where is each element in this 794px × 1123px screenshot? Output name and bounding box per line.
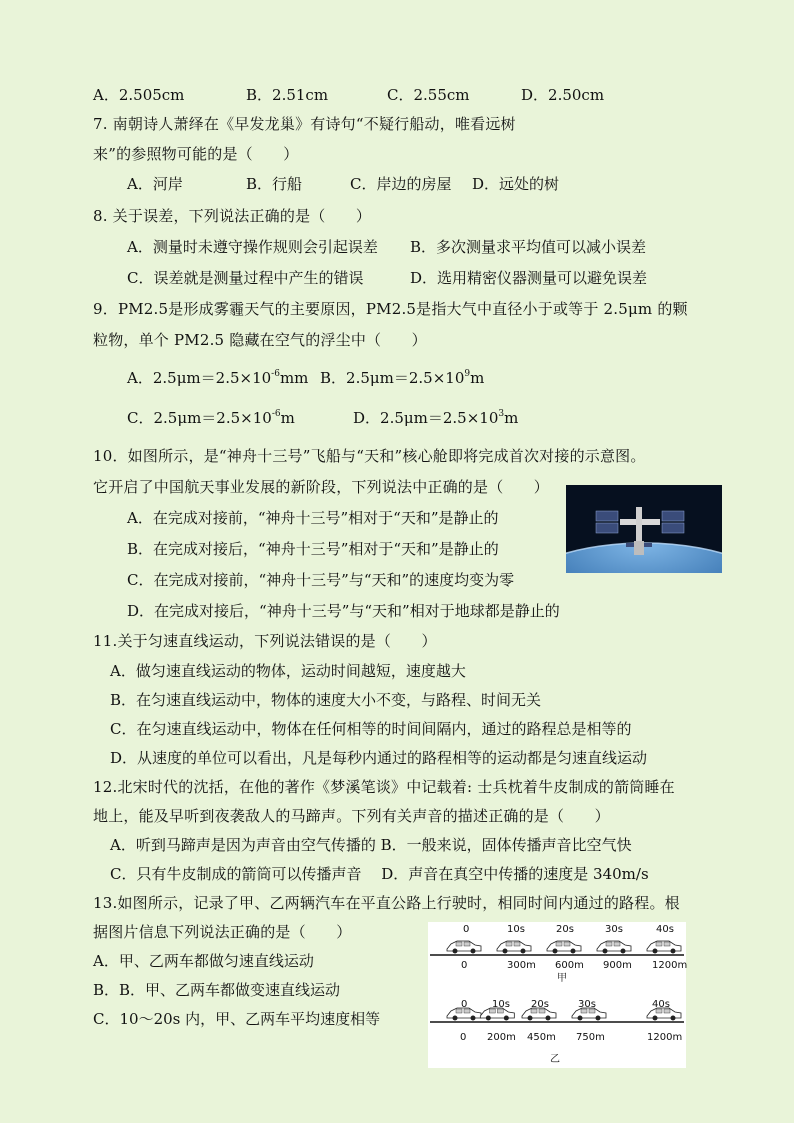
q10-option-a: A．在完成对接前，“神舟十三号”相对于“天和”是静止的 bbox=[127, 509, 499, 527]
q8-option-d: D．选用精密仪器测量可以避免误差 bbox=[410, 269, 648, 287]
jia-car-0 bbox=[447, 941, 481, 954]
q8-stem: 8. 关于误差，下列说法正确的是（ ） bbox=[93, 207, 372, 225]
jia-car-2 bbox=[547, 941, 581, 954]
jia-car-3 bbox=[597, 941, 631, 954]
q7-stem-line2: 来”的参照物可能的是（ ） bbox=[93, 145, 299, 163]
q6-option-c: C．2.55cm bbox=[387, 86, 470, 104]
q7-option-d: D．远处的树 bbox=[472, 175, 560, 193]
q10-stem-line1: 10．如图所示，是“神舟十三号”飞船与“天和”核心舱即将完成首次对接的示意图。 bbox=[93, 447, 646, 465]
q13-option-c: C．10～20s 内，甲、乙两车平均速度相等 bbox=[93, 1010, 381, 1028]
q11-option-d: D．从速度的单位可以看出，凡是每秒内通过的路程相等的运动都是匀速直线运动 bbox=[110, 749, 648, 767]
q13-stem-line1: 13.如图所示，记录了甲、乙两辆汽车在平直公路上行驶时，相同时间内通过的路程。根 bbox=[93, 894, 680, 912]
q9-option-c: C．$2.5\mu m=2.5\times 10^{-6}m$ bbox=[127, 409, 295, 427]
q8-option-b: B．多次测量求平均值可以减小误差 bbox=[410, 238, 647, 256]
jia-label: 甲 bbox=[557, 973, 567, 984]
yi-dist-1200m: 1200m bbox=[647, 1032, 683, 1043]
q10-option-d: D．在完成对接后，“神舟十三号”与“天和”相对于地球都是静止的 bbox=[127, 602, 560, 620]
space-station-image bbox=[566, 485, 722, 573]
car-motion-svg bbox=[428, 922, 686, 1068]
q9-option-d: D．$2.5\mu m=2.5\times 10^3m$ bbox=[353, 409, 519, 427]
q7-stem-line1: 7. 南朝诗人萧绎在《早发龙巢》有诗句“不疑行船动，唯看远树 bbox=[93, 115, 516, 133]
q13-stem-line2: 据图片信息下列说法正确的是（ ） bbox=[93, 923, 352, 941]
q12-stem-line2: 地上，能及早听到夜袭敌人的马蹄声。下列有关声音的描述正确的是（ ） bbox=[93, 807, 610, 825]
q7-option-a: A．河岸 bbox=[127, 175, 183, 193]
yi-dist-450m: 450m bbox=[527, 1032, 556, 1043]
yi-dist-750m: 750m bbox=[576, 1032, 605, 1043]
q12-options-ab: A．听到马蹄声是因为声音由空气传播的 B．一般来说，固体传播声音比空气快 bbox=[110, 836, 632, 854]
jia-dist-600m: 600m bbox=[555, 960, 584, 971]
yi-label: 乙 bbox=[550, 1054, 560, 1065]
yi-dist-200m: 200m bbox=[487, 1032, 516, 1043]
q11-option-a: A．做匀速直线运动的物体，运动时间越短，速度越大 bbox=[110, 662, 466, 680]
q8-option-a: A．测量时未遵守操作规则会引起误差 bbox=[127, 238, 378, 256]
jia-dist-0: 0 bbox=[461, 960, 468, 971]
q6-option-a: A．2.505cm bbox=[93, 86, 185, 104]
q13-option-a: A．甲、乙两车都做匀速直线运动 bbox=[93, 952, 314, 970]
q6-option-b: B．2.51cm bbox=[246, 86, 329, 104]
yi-time-20s: 20s bbox=[531, 999, 549, 1010]
q13-option-b: B．B．甲、乙两车都做变速直线运动 bbox=[93, 981, 341, 999]
q10-option-c: C．在完成对接前，“神舟十三号”与“天和”的速度均变为零 bbox=[127, 571, 515, 589]
q7-option-b: B．行船 bbox=[246, 175, 303, 193]
yi-time-30s: 30s bbox=[578, 999, 596, 1010]
q7-option-c: C．岸边的房屋 bbox=[350, 175, 452, 193]
q11-option-b: B．在匀速直线运动中，物体的速度大小不变，与路程、时间无关 bbox=[110, 691, 542, 709]
jia-time-10s: 10s bbox=[507, 924, 525, 935]
car-motion-figure bbox=[428, 922, 686, 1068]
yi-time-40s: 40s bbox=[652, 999, 670, 1010]
q11-option-c: C．在匀速直线运动中，物体在任何相等的时间间隔内，通过的路程总是相等的 bbox=[110, 720, 632, 738]
q9-option-b: B．$2.5\mu m=2.5\times 10^9m$ bbox=[320, 369, 485, 387]
yi-time-10s: 10s bbox=[492, 999, 510, 1010]
q10-stem-line2: 它开启了中国航天事业发展的新阶段，下列说法中正确的是（ ） bbox=[93, 478, 550, 496]
jia-dist-1200m: 1200m bbox=[652, 960, 688, 971]
q9-stem-line2: 粒物，单个 PM2.5 隐藏在空气的浮尘中（ ） bbox=[93, 331, 427, 349]
q9-stem-line1: 9．PM2.5是形成雾霾天气的主要原因，PM2.5是指大气中直径小于或等于 2.5μm 的颗 bbox=[93, 300, 688, 318]
q11-stem: 11.关于匀速直线运动，下列说法错误的是（ ） bbox=[93, 632, 437, 650]
q12-options-cd: C．只有牛皮制成的箭筒可以传播声音 D．声音在真空中传播的速度是 340m/s bbox=[110, 865, 649, 883]
yi-dist-0: 0 bbox=[460, 1032, 467, 1043]
q6-option-d: D．2.50cm bbox=[521, 86, 605, 104]
jia-car-1 bbox=[497, 941, 531, 954]
jia-time-0: 0 bbox=[463, 924, 470, 935]
jia-time-40s: 40s bbox=[656, 924, 674, 935]
jia-dist-300m: 300m bbox=[507, 960, 536, 971]
jia-time-20s: 20s bbox=[556, 924, 574, 935]
q12-stem-line1: 12.北宋时代的沈括，在他的著作《梦溪笔谈》中记载着: 士兵枕着牛皮制成的箭筒睡在 bbox=[93, 778, 675, 796]
q9-option-a: A．$2.5\mu m=2.5\times 10^{-6}mm$ bbox=[127, 369, 309, 387]
jia-time-30s: 30s bbox=[605, 924, 623, 935]
jia-dist-900m: 900m bbox=[603, 960, 632, 971]
q10-option-b: B．在完成对接后，“神舟十三号”相对于“天和”是静止的 bbox=[127, 540, 499, 558]
yi-time-0: 0 bbox=[461, 999, 468, 1010]
jia-car-4 bbox=[647, 941, 681, 954]
q8-option-c: C．误差就是测量过程中产生的错误 bbox=[127, 269, 364, 287]
